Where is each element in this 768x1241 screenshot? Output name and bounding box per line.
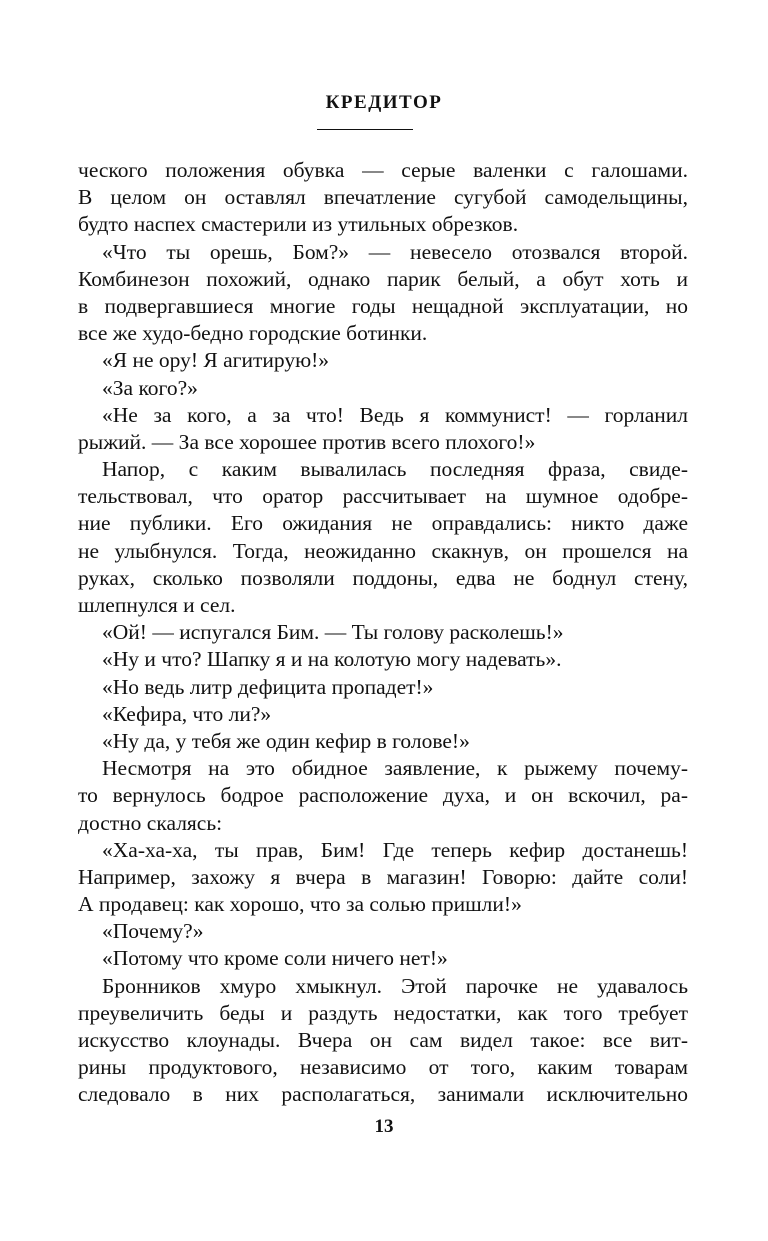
text-line: тельствовал, что оратор рассчитывает на шумное одобре- <box>78 484 688 509</box>
text-line: В целом он оставлял впечатление сугубой самодельщины, <box>78 185 688 210</box>
text-line: Например, захожу я вчера в магазин! Говорю: дайте соли! <box>78 864 688 889</box>
body-text <box>78 157 688 1109</box>
text-line: руках, сколько позволяли поддоны, едва не боднул стену, <box>78 565 688 590</box>
text-line: Бронников хмуро хмыкнул. Этой парочке не удавалось <box>102 973 688 998</box>
text-line: Несмотря на это обидное заявление, к рыжему почему- <box>102 756 688 781</box>
text-line: «Кефира, что ли?» <box>102 701 272 726</box>
page-number: 13 <box>374 1116 394 1137</box>
text-line: то вернулось бодрое расположение духа, и он вскочил, ра- <box>78 783 688 808</box>
text-line: в подвергавшиеся многие годы нещадной эксплуатации, но <box>78 293 688 318</box>
text-line: Комбинезон похожий, однако парик белый, а обут хоть и <box>78 266 688 291</box>
text-line: «Ну да, у тебя же один кефир в голове!» <box>102 728 470 753</box>
text-line: «Ой! — испугался Бим. — Ты голову расколешь!» <box>102 620 564 645</box>
text-line: «За кого?» <box>102 375 198 400</box>
text-line: искусство клоунады. Вчера он сам видел такое: все вит- <box>78 1028 688 1052</box>
running-head: КРЕДИТОР <box>325 92 443 113</box>
text-line: «Ну и что? Шапку я и на колотую могу надевать». <box>102 647 562 672</box>
text-line: Напор, с каким вывалилась последняя фраза, свиде- <box>102 457 688 482</box>
text-line: «Не за кого, а за что! Ведь я коммунист! — горланил <box>102 402 688 427</box>
text-line: рины продуктового, независимо от того, каким товарам <box>78 1055 688 1080</box>
text-line: преувеличить беды и раздуть недостатки, как того требует <box>78 1000 688 1025</box>
text-line: ние публики. Его ожидания не оправдались: никто даже <box>78 511 688 536</box>
text-line: следовало в них располагаться, занимали исключительно <box>78 1082 688 1107</box>
text-line: «Что ты орешь, Бом?» — невесело отозвался второй. <box>102 239 688 264</box>
text-line: «Потому что кроме соли ничего нет!» <box>102 946 448 971</box>
text-line: не улыбнулся. Тогда, неожиданно скакнув, он прошелся на <box>78 538 688 563</box>
text-line: «Ха-ха-ха, ты прав, Бим! Где теперь кефир достанешь! <box>102 837 688 862</box>
text-line: шлепнулся и сел. <box>78 593 236 617</box>
text-line: А продавец: как хорошо, что за солью пришли!» <box>78 892 522 917</box>
text-line: достно скалясь: <box>78 810 223 835</box>
text-line: «Но ведь литр дефицита пропадет!» <box>102 674 434 699</box>
text-line: ческого положения обувка — серые валенки с галошами. <box>78 158 688 182</box>
text-line: «Я не ору! Я агитирую!» <box>102 348 330 373</box>
running-head-rule <box>317 129 413 130</box>
text-line: будто наспех смастерили из утильных обрезков. <box>78 212 519 237</box>
text-line: рыжий. — За все хорошее против всего плохого!» <box>78 429 536 454</box>
text-line: «Почему?» <box>102 919 204 944</box>
text-line: все же худо-бедно городские ботинки. <box>78 321 428 346</box>
